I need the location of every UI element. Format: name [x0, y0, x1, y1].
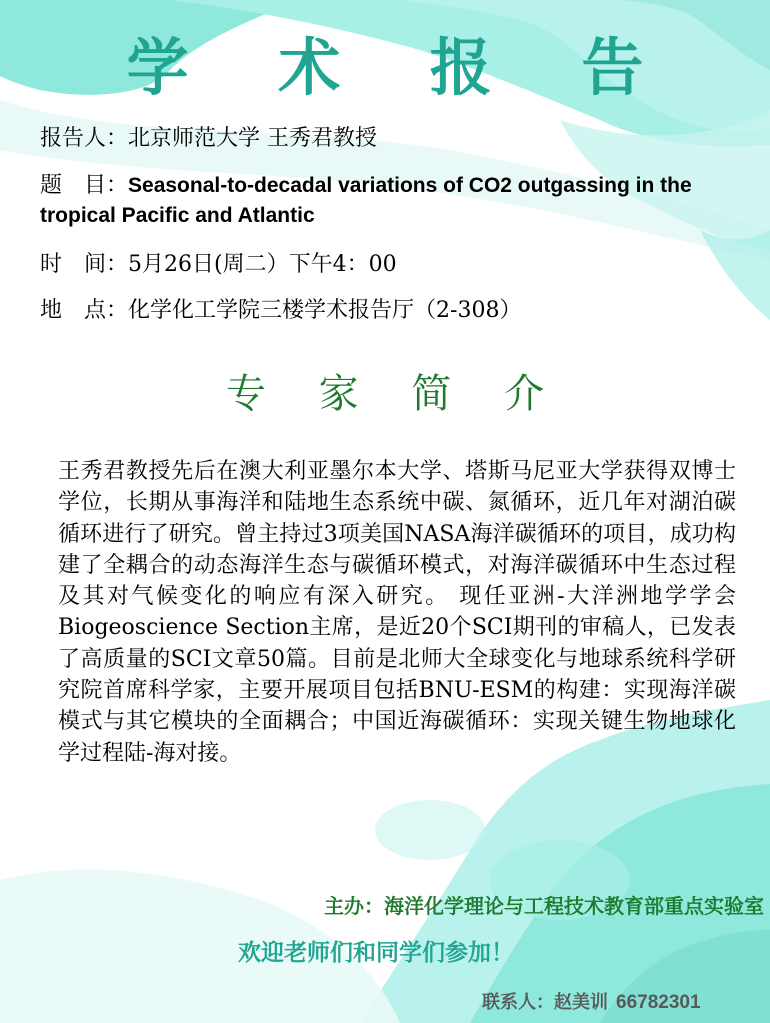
contact-line	[482, 988, 701, 1014]
section-title: 专 家 简 介	[225, 371, 565, 417]
host-line: 主办：海洋化学理论与工程技术教育部重点实验室	[324, 894, 764, 918]
venue-value: 化学化工学院三楼学术报告厅（2-308）	[128, 298, 522, 323]
bio-paragraph: 王秀君教授先后在澳大利亚墨尔本大学、塔斯马尼亚大学获得双博士学位，长期从事海洋和陆地生态系统中碳、氮循环，近几年对湖泊碳循环进行了研究。曾主持过3项美国NASA海洋碳循环的项目，成功构建了全耦合的动态海洋生态与碳循环模式，对海洋碳循环中生态过程及其对气候变化的响应有深入研究。 现任亚洲-大洋洲地学学会Biogeoscience Section主席，是近20个SCI期刊的审稿人，已发表了高质量的SCI文章50篇。目前是北师大全球变化与地球系统科学研究院首席科学家，主要开展项目包括BNU-ESM的构建：实现海洋碳模式与其它模块的全面耦合；中国近海碳循环：实现关键生物地球化学过程陆-海对接。	[58, 459, 736, 766]
bio-text	[58, 456, 736, 769]
speaker-value: 北京师范大学 王秀君教授	[128, 126, 378, 151]
venue-row	[40, 296, 521, 326]
welcome-line: 欢迎老师们和同学们参加！	[238, 939, 514, 966]
contact-phone: 66782301	[616, 992, 701, 1013]
topic-label: 题 目：	[40, 173, 129, 198]
speaker-row	[40, 124, 377, 154]
time-label: 时 间：	[40, 252, 129, 277]
poster-title: 学 术 报 告	[126, 31, 678, 104]
speaker-label: 报告人：	[40, 126, 129, 151]
venue-label: 地 点：	[40, 298, 129, 323]
topic-row	[40, 171, 765, 231]
contact-label: 联系人：赵美训	[482, 992, 608, 1013]
topic-value: Seasonal-to-decadal variations of CO2 outgassing in the tropical Pacific and Atlantic	[40, 174, 692, 227]
time-value: 5月26日(周二）下午4：00	[128, 252, 397, 277]
time-row	[40, 250, 397, 280]
